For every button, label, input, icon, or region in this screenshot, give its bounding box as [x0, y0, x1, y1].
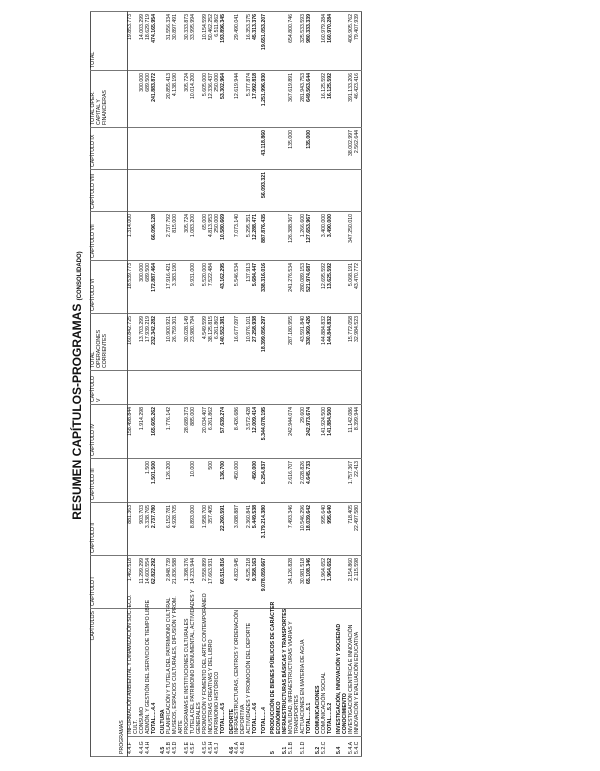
program-name: PRODUCCIÓN DE BIENES PÚBLICOS DE CARÁCTER ECONÓMICO [271, 609, 283, 737]
value-cell: 995.640 [322, 503, 328, 556]
value-cell: 1.964.652 [328, 556, 334, 609]
value-cell: 995.640 [328, 503, 334, 556]
program-name: INFORMACIÓN AMBIENTAL Y DINAMIZACIÓN SOC.-ECO. CULT. [128, 609, 140, 737]
page-title [70, 0, 84, 771]
value-cell [128, 128, 140, 170]
value-cell: 5.254.837 [262, 459, 268, 503]
value-cell: 27.258.938 [253, 314, 259, 371]
value-cell [235, 170, 253, 212]
value-cell: 2.558.899 17.663.931 [203, 556, 221, 609]
value-cell: 367.619.891 [289, 71, 301, 128]
value-cell: 3.179.214.380 [262, 503, 268, 556]
value-cell [203, 170, 221, 212]
value-cell: 5.605.000 12.336.437 250.000 [203, 71, 221, 128]
header-cell-capitulos [91, 609, 128, 757]
value-cell: 3.088.887 2.360.841 [235, 503, 253, 556]
value-cell: 232.342.282 [152, 314, 158, 371]
value-cell: 29.600 [301, 405, 307, 459]
value-cell: 11.299.299 14.600.554 [140, 556, 152, 609]
value-cell: 8.426.686 3.572.428 [235, 405, 253, 459]
value-cell: 8.893.000 [185, 503, 203, 556]
header-cell: CAPÍTULO VII [91, 212, 128, 261]
value-cell [271, 170, 283, 212]
value-cell: 16.677.097 10.976.101 [235, 314, 253, 371]
table-body [128, 12, 362, 757]
value-cell: 18.399.056.297 [262, 314, 268, 371]
value-cell: 1.398.376 14.233.944 [185, 556, 203, 609]
table-row [235, 12, 253, 757]
program-name: TOTAL.....4 [262, 609, 268, 737]
subtitle-text: (CONSOLIDADO) [77, 251, 83, 301]
program-name: TOTAL.....4.6 [253, 609, 259, 737]
value-cell [271, 128, 283, 170]
value-cell [271, 212, 283, 261]
program-code: 4.5.B 4.5.D [167, 737, 185, 757]
value-cell: 406.905.762 79.407.939 [349, 12, 361, 71]
value-cell: 17.992.818 [253, 71, 259, 128]
value-cell: 30.981.518 [301, 556, 307, 609]
value-cell [235, 128, 253, 170]
value-cell: 1.757.367 22.413 [349, 459, 361, 503]
program-name: PROGRAMAS E INSTITUCIONES CULTURALES TUTELA DEL PATRIMONIO MONUMENTAL, ACTIVIDADES Y GENERALES [185, 609, 203, 737]
value-cell [203, 128, 221, 170]
program-name: PLANIFICACIÓN Y TUTELA DEL PATRIMONIO CULT-RAL MUSEOS, ESPACIOS CULTURALES, DIFUSIÓN Y PROM. ARTE [167, 609, 185, 737]
value-cell: 881.363 [128, 503, 140, 556]
value-cell: 5.068.191 43.470.772 [349, 261, 361, 314]
value-cell: 241.276.534 [289, 261, 301, 314]
value-cell: 15.772.058 32.984.523 [349, 314, 361, 371]
value-cell: 1.314.000 [128, 212, 140, 261]
value-cell: 135.000 [289, 128, 301, 170]
value-cell: 5.520.000 7.522.484 [203, 261, 221, 314]
value-cell [271, 261, 283, 314]
header-capitulos-label: CAPÍTULOS [90, 611, 96, 641]
value-cell: 450.000 [253, 459, 259, 503]
value-cell: 300.000 689.500 [140, 261, 152, 314]
value-cell: 126.200 [167, 459, 185, 503]
value-cell [167, 371, 185, 405]
program-name: DEPORTE [230, 609, 236, 737]
summary-table [90, 11, 362, 757]
value-cell: 2.154.860 2.115.598 [349, 556, 361, 609]
value-cell: 140.552.381 [221, 314, 227, 371]
header-programas-label: PROGRAMAS [119, 720, 126, 754]
value-cell: 160.979.284 [322, 12, 328, 71]
value-cell: 141.924.500 [322, 405, 328, 459]
value-cell: 62.822.292 [152, 556, 158, 609]
value-cell: 38.002.997 2.562.644 [349, 128, 361, 170]
value-cell [203, 371, 221, 405]
value-cell [271, 405, 283, 459]
value-cell: 16.125.592 [322, 71, 328, 128]
value-cell [349, 170, 361, 212]
value-cell: 141.884.500 [328, 405, 334, 459]
value-cell: 10.580.669 [221, 212, 227, 261]
value-cell: 160.970.284 [328, 12, 334, 71]
program-name: TOTAL.....5.2 [328, 609, 334, 737]
header-cell: CAPÍTULO III [91, 459, 128, 503]
value-cell: 1.251.996.930 [262, 71, 268, 128]
value-cell: 12.619.944 5.377.874 [235, 71, 253, 128]
value-cell: 18.539.773 [128, 261, 140, 314]
program-code: 5.2.C [322, 737, 328, 757]
value-cell: 43.162.295 [221, 261, 227, 314]
value-cell: 17.916.421 3.383.190 [167, 261, 185, 314]
value-cell: 474.165.954 [152, 12, 158, 71]
value-cell: 1.266.600 [301, 212, 307, 261]
value-cell: 305.724 10.014.200 [185, 71, 203, 128]
value-cell: 2.848.739 21.836.588 [167, 556, 185, 609]
title-text: RESUMEN CAPÍTULOS-PROGRAMAS [70, 303, 84, 520]
value-cell: 12.009.414 [253, 405, 259, 459]
value-cell [128, 459, 140, 503]
value-cell [167, 128, 185, 170]
value-cell [271, 556, 283, 609]
program-code: 4.5.E 4.5.F [185, 737, 203, 757]
program-code: 4.4.F [128, 737, 140, 757]
program-name: CONSUMO ADMÓN. Y GESTIÓN DEL SERVICIO DE TIEMPO LIBRE [140, 609, 152, 737]
value-cell: 4.645.733 [307, 459, 313, 503]
header-cell: CAPÍTULO IX [91, 128, 128, 170]
header-cell: CAPÍTULO V [91, 371, 128, 405]
value-cell [271, 371, 283, 405]
value-cell: 305.724 1.083.200 [185, 212, 203, 261]
value-cell: 7.073.140 5.295.351 [235, 212, 253, 261]
program-code: 4.6.A 4.6.B [235, 737, 253, 757]
value-cell [337, 170, 349, 212]
value-cell: 126.388.367 [289, 212, 301, 261]
header-cell: TOTAL OPERACIONES CORRIENTES [91, 314, 128, 371]
value-cell [185, 371, 203, 405]
value-cell: 57.639.274 [221, 405, 227, 459]
value-cell: 241.883.872 [152, 71, 158, 128]
value-cell [185, 170, 203, 212]
program-code: 5.1 [283, 737, 289, 757]
program-code: 5.2 [316, 737, 322, 757]
program-name: INVESTIGACIÓN, INNOVACIÓN Y SOCIEDAD CONOCIMIENTO [337, 609, 349, 737]
value-cell: 287.180.955 [289, 314, 301, 371]
value-cell: 10.154.599 50.462.252 6.511.862 [203, 12, 221, 71]
value-cell: 193.896.345 [221, 12, 227, 71]
value-cell [140, 371, 152, 405]
header-cell: CAPÍTULO VI [91, 261, 128, 314]
table-row [167, 12, 185, 757]
value-cell: 56.093.321 [262, 170, 268, 212]
value-cell [271, 12, 283, 71]
value-cell [140, 128, 152, 170]
value-cell: 12.288.471 [253, 212, 259, 261]
value-cell: 22.260.591 [221, 503, 227, 556]
value-cell: 391.133.206 46.423.416 [349, 71, 361, 128]
program-name: PROMOCIÓN Y FOMENTO DEL ARTE CONTEMPORÁNEO INDUSTRIAS CREATIVAS Y DEL LIBRO PATRIMONIO HISTÓRICO [203, 609, 221, 737]
value-cell [140, 170, 152, 212]
value-cell: 65.000 4.813.953 250.000 [203, 212, 221, 261]
value-cell: 500 [203, 459, 221, 503]
value-cell: 20.855.413 4.138.190 [167, 71, 185, 128]
value-cell: 45.313.376 [253, 12, 259, 71]
program-code: 5 [271, 737, 283, 757]
value-cell: 53.302.964 [221, 71, 227, 128]
value-cell: 136.700 [221, 459, 227, 503]
value-cell: 887.876.435 [262, 212, 268, 261]
program-name: ACTUACIONES EN MATERIA DE AGUA [301, 609, 307, 737]
value-cell: 4.549.599 38.125.815 6.261.862 [203, 314, 221, 371]
program-name: TOTAL.....4.5 [221, 609, 227, 737]
value-cell: 20.034.407 6.261.862 [203, 405, 221, 459]
value-cell: 5.684.447 [253, 261, 259, 314]
value-cell: 29.490.041 16.353.375 [235, 12, 253, 71]
value-cell: 4.832.945 4.525.218 [235, 556, 253, 609]
header-cell: CAPÍTULO VIII [91, 170, 128, 212]
table-row [203, 12, 221, 757]
value-cell: 172.887.464 [152, 261, 158, 314]
value-cell [271, 314, 283, 371]
program-code: 4.5.G 4.5.H 4.5.J [203, 737, 221, 757]
program-name: INFRAESTRUCTURAS BÁSICAS Y TRANSPORTES [283, 609, 289, 737]
value-cell: 281.943.753 [301, 71, 307, 128]
value-cell: 66.096.128 [152, 212, 158, 261]
value-cell: 14.003.299 18.629.719 [140, 12, 152, 71]
value-cell: 30.333.873 33.995.994 [185, 12, 203, 71]
header-row [91, 12, 128, 757]
value-cell: 649.563.644 [307, 71, 313, 128]
program-name: TOTAL.....5.1 [307, 609, 313, 737]
value-cell [349, 371, 361, 405]
value-cell: 30.028.149 23.980.794 [185, 314, 203, 371]
value-cell: 9.078.059.667 [262, 556, 268, 609]
program-name: CULTURA [161, 609, 167, 737]
value-cell: 903.703 3.338.765 [140, 503, 152, 556]
value-cell: 65.108.346 [307, 556, 313, 609]
value-cell [271, 459, 283, 503]
value-cell: 19.651.053.207 [262, 12, 268, 71]
value-cell: 347.250.010 [349, 212, 361, 261]
value-cell: 144.884.832 [322, 314, 328, 371]
value-cell [235, 371, 253, 405]
value-cell: 2.028.826 [301, 459, 307, 503]
value-cell: 160.842.725 [128, 314, 140, 371]
value-cell [337, 371, 349, 405]
value-cell: 127.653.967 [307, 212, 313, 261]
value-cell: 3.490.000 [328, 212, 334, 261]
program-code: 5.1.D [301, 737, 307, 757]
value-cell: 1.500 [140, 459, 152, 503]
header-cell: TOTAL [91, 12, 128, 71]
program-code: 5.1.B [289, 737, 301, 757]
table-row [185, 12, 203, 757]
value-cell: 144.844.832 [328, 314, 334, 371]
value-cell: 31.556.334 30.897.491 [167, 12, 185, 71]
value-cell: 330.969.426 [307, 314, 313, 371]
program-name: COMUNICACIONES [316, 609, 322, 737]
value-cell: 5.449.538 [253, 503, 259, 556]
value-cell: 242.944.074 [289, 405, 301, 459]
program-name: INFRAESTRUCTURAS, CENTROS Y ORDENACIÓN DEPORTIVA ACTIVIDADES Y PROMOCIÓN DEL DEPORTE [235, 609, 253, 737]
value-cell: 9.358.163 [253, 556, 259, 609]
value-cell: 10.546.296 [301, 503, 307, 556]
program-name: INVESTIGACIÓN CIENTÍFICA E INNOVACIÓN INNOVACIÓN Y EVALUACIÓN EDUCATIVA [349, 609, 361, 737]
value-cell: 1.501.500 [152, 459, 158, 503]
value-cell: 242.973.674 [307, 405, 313, 459]
value-cell: 9.931.000 [185, 261, 203, 314]
value-cell: 12.695.592 [322, 261, 328, 314]
value-cell: 2.737.792 815.000 [167, 212, 185, 261]
value-cell: 13.625.592 [328, 261, 334, 314]
value-cell: 1.958.700 357.405 [203, 503, 221, 556]
value-cell: 19.853.773 [128, 12, 140, 71]
table-row [349, 12, 361, 757]
value-cell: 2.616.707 [289, 459, 301, 503]
value-cell: 1.776.142 [167, 405, 185, 459]
header-cell: CAPÍTULO I [91, 556, 128, 609]
table-header [91, 12, 128, 757]
value-cell: 338.316.016 [262, 261, 268, 314]
header-cell: CAPÍTULO II [91, 503, 128, 556]
header-cell: TOTAL OPER. CAPITAL Y FINANCIERAS [91, 71, 128, 128]
value-cell [289, 371, 301, 405]
value-cell: 16.125.592 [328, 71, 334, 128]
value-cell: 5.344.078.195 [262, 405, 268, 459]
table-row [140, 12, 152, 757]
program-name: MOVILIDAD, INFRAESTRUCTURAS VIARIAS Y TRANSPORTES [289, 609, 301, 737]
value-cell: 1.462.518 [128, 556, 140, 609]
value-cell: 13.703.299 17.939.219 [140, 314, 152, 371]
program-code: 4.6 [230, 737, 236, 757]
value-cell: 280.089.153 [301, 261, 307, 314]
value-cell: 521.974.687 [307, 261, 313, 314]
value-cell: 450.000 [235, 459, 253, 503]
value-cell: 43.118.860 [262, 128, 268, 170]
program-code: 4.4.G 4.4.H [140, 737, 152, 757]
value-cell [128, 170, 140, 212]
program-name: TOTAL.....4.4 [152, 609, 158, 737]
table-row [128, 12, 140, 757]
value-cell: 158.498.844 [128, 405, 140, 459]
program-code: 5.4.A 5.4.C [349, 737, 361, 757]
value-cell: 18.039.642 [307, 503, 313, 556]
value-cell [185, 128, 203, 170]
value-cell [167, 170, 185, 212]
value-cell: 10.000 [185, 459, 203, 503]
program-code: 5.4 [337, 737, 349, 757]
value-cell: 7.493.346 [289, 503, 301, 556]
value-cell: 980.333.339 [307, 12, 313, 71]
value-cell [289, 170, 301, 212]
program-name: COMUNICACIÓN SOCIAL [322, 609, 328, 737]
value-cell: 1.964.652 [322, 556, 328, 609]
value-cell: 300.000 689.500 [140, 71, 152, 128]
value-cell: 43.591.840 [301, 314, 307, 371]
header-cell: CAPÍTULO IV [91, 405, 128, 459]
value-cell: 60.515.816 [221, 556, 227, 609]
value-cell [271, 71, 283, 128]
program-code: 4.5 [161, 737, 167, 757]
value-cell: 2.737.780 [152, 503, 158, 556]
value-cell: 11.142.086 8.399.944 [349, 405, 361, 459]
value-cell [271, 503, 283, 556]
value-cell: 5.546.534 137.913 [235, 261, 253, 314]
value-cell: 325.533.593 [301, 12, 307, 71]
value-cell: 34.126.828 [289, 556, 301, 609]
value-cell: 165.605.262 [152, 405, 158, 459]
value-cell: 10.900.921 26.759.301 [167, 314, 185, 371]
value-cell: 654.800.746 [289, 12, 301, 71]
value-cell: 1.914.298 [140, 405, 152, 459]
value-cell: 28.689.373 885.000 [185, 405, 203, 459]
value-cell: 3.400.000 [322, 212, 328, 261]
value-cell [128, 371, 140, 405]
value-cell: 135.000 [307, 128, 313, 170]
value-cell: 6.152.781 4.928.705 [167, 503, 185, 556]
value-cell: 718.405 22.497.580 [349, 503, 361, 556]
